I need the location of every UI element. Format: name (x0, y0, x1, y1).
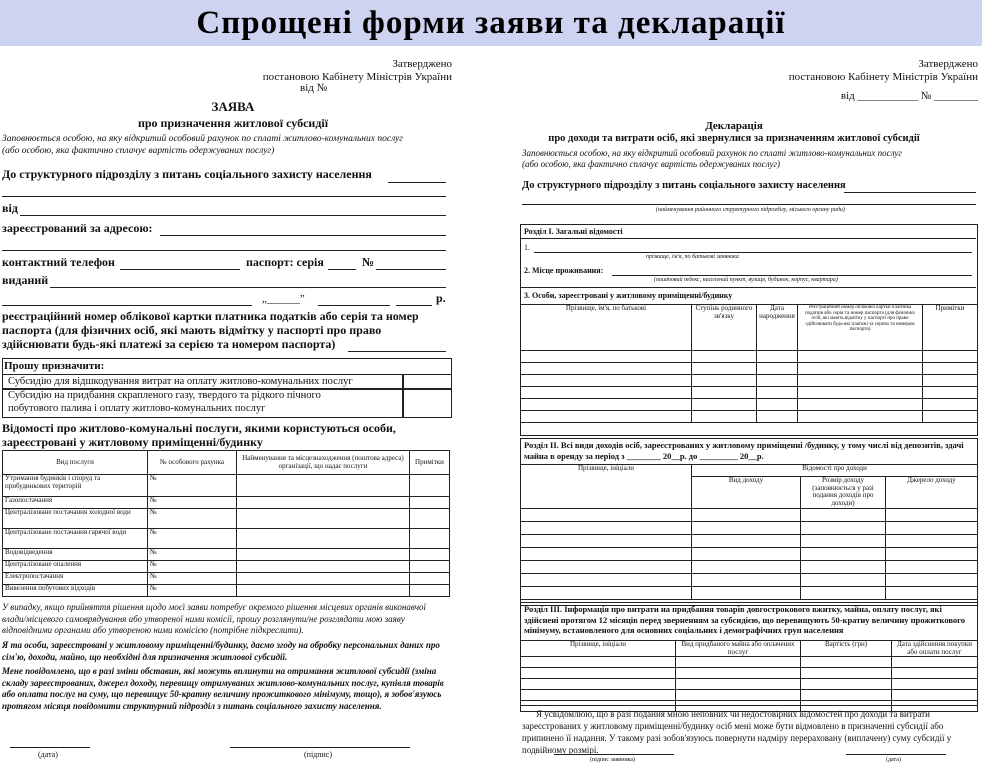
service-account-cell[interactable]: № (148, 561, 237, 573)
passport-series-label: паспорт: серія (246, 255, 324, 269)
service-account-cell[interactable]: № (148, 529, 237, 549)
income-table-cell[interactable] (801, 534, 886, 547)
year-suffix: р. (436, 291, 446, 305)
income-table-cell[interactable] (521, 547, 692, 560)
declaration-title: Декларація (705, 120, 763, 132)
persons-table-cell[interactable] (798, 351, 923, 363)
service-account-cell[interactable]: № (148, 497, 237, 509)
section-1-divider-2 (520, 287, 976, 288)
service-type-cell: Централізоване опалення (3, 561, 148, 573)
persons-table-cell[interactable] (521, 363, 692, 375)
department-hint: (найменування районного структурного підрозділу, міського органу ради) (656, 207, 845, 213)
service-notes-cell[interactable] (410, 573, 450, 585)
request-label: Прошу призначити: (4, 360, 105, 372)
option-2-label-a: Субсидію на придбання скрапленого газу, твердого та рідкого пічного (8, 390, 321, 401)
services-info-1: Відомості про житлово-комунальні послуги, якими користуються особи, (2, 421, 396, 435)
service-notes-cell[interactable] (410, 529, 450, 549)
expense-table-row (521, 657, 978, 668)
issuer-field[interactable] (2, 305, 252, 306)
issued-field[interactable] (50, 287, 446, 288)
slide-title: Спрощені форми заяви та декларації (196, 4, 786, 41)
persons-table-cell[interactable] (692, 411, 757, 423)
address-field[interactable] (160, 235, 446, 236)
declaration-statement: Я усвідомлюю, що в разі подання мною неповних чи недостовірних відомостей про доходи та витрати зареєстрованих у житловому приміщенні/будинку осіб мені може бути відмовлено в призначенні субсидії або припинено її надання. У такому разі зобов'язуюсь повернути надміру перераховану (виплачену) суму субсидії у подвійному розмірі. (522, 709, 952, 756)
income-table-row (521, 547, 978, 560)
persons-col-relation: Ступінь родинного зв'язку (692, 305, 757, 351)
service-account-cell[interactable]: № (148, 475, 237, 497)
persons-table-cell[interactable] (798, 411, 923, 423)
income-table-cell[interactable] (886, 508, 978, 521)
income-table-cell[interactable] (692, 521, 801, 534)
issue-day-field[interactable]: „______” (262, 293, 305, 305)
income-table-row (521, 508, 978, 521)
income-table-cell[interactable] (886, 573, 978, 586)
service-account-cell[interactable]: № (148, 549, 237, 561)
income-table-cell[interactable] (521, 534, 692, 547)
date-number-label: від № (300, 82, 328, 94)
filler-note-1: Заповнюється особою, на яку відкритий особовий рахунок по сплаті житлово-комунальних послуг (2, 134, 404, 144)
services-table (2, 450, 450, 597)
to-department-label: До структурного підрозділу з питань соціального захисту населення (2, 167, 372, 181)
expense-table-cell[interactable] (676, 690, 801, 701)
service-account-cell[interactable]: № (148, 573, 237, 585)
option-1-label: Субсидію для відшкодування витрат на оплату житлово-комунальних послуг (8, 376, 353, 387)
declaration-date-line[interactable] (846, 754, 946, 755)
persons-table-cell[interactable] (692, 351, 757, 363)
income-table-cell[interactable] (521, 508, 692, 521)
income-col-amount: Розмір доходу (заповнюється у разі подання доходів про доходи) (801, 477, 886, 509)
section-1-item-3: 3. Особи, зареєстровані у житловому приміщенні/будинку (524, 291, 733, 300)
section-2-title: Розділ ІІ. Всі види доходів осіб, зареєстрованих у житловому приміщенні /будинку, у тому числі від депозитів, здачі майна в оренду за період з ________ 20__р. до _________ 20__р. (524, 440, 964, 461)
service-provider-cell[interactable] (237, 549, 410, 561)
expense-col-name: Прізвище, ініціали (521, 641, 676, 657)
persons-table-cell[interactable] (757, 399, 798, 411)
section-1-divider (520, 238, 976, 239)
applicant-name-hint: прізвище, ім'я, по батькові заявника (646, 254, 739, 260)
form-title: ЗАЯВА (211, 99, 255, 114)
persons-table-cell[interactable] (692, 399, 757, 411)
persons-table-cell[interactable] (692, 363, 757, 375)
service-type-cell: Електропостачання (3, 573, 148, 585)
department-field-r2[interactable] (522, 204, 976, 205)
declaration-date-label: (дата) (886, 757, 901, 763)
service-notes-cell[interactable] (410, 497, 450, 509)
income-table-cell[interactable] (692, 573, 801, 586)
income-table-cell[interactable] (692, 534, 801, 547)
department-field-r[interactable] (844, 192, 976, 193)
section-1-item-1: 1. (524, 243, 530, 252)
service-provider-cell[interactable] (237, 497, 410, 509)
passport-number-field[interactable] (376, 269, 446, 270)
residence-hint: (поштовий індекс, населений пункт, вулиця, будинок, корпус, квартира) (654, 277, 838, 283)
persons-table-cell[interactable] (692, 387, 757, 399)
to-department-label-r: До структурного підрозділу з питань соціального захисту населення (522, 180, 846, 191)
persons-table-cell[interactable] (923, 363, 978, 375)
persons-table-row (521, 399, 978, 411)
persons-table-row (521, 351, 978, 363)
consent-paragraph-1: У випадку, якщо прийняття рішення щодо моєї заяви потребує окремого рішення місцевих органів виконавчої влади/місцевого самоврядування або утвореної ними комісії, прошу розглянути/не розглядати мою заяву відповідними органами або утвореною ними комісією (потрібне підкреслити). (2, 602, 427, 636)
service-provider-cell[interactable] (237, 585, 410, 597)
persons-table-cell[interactable] (521, 387, 692, 399)
income-table-cell[interactable] (692, 586, 801, 599)
expense-table-cell[interactable] (521, 668, 676, 679)
income-table-cell[interactable] (886, 586, 978, 599)
persons-table-cell[interactable] (923, 399, 978, 411)
section-3-title: Розділ ІІІ. Інформація про витрати на придбання товарів довгострокового вжитку, майна, оплату послуг, які здійснені протягом 12 місяців перед зверненням за субсидією, що перевищують 50-кратну величину прожиткового мінімуму, встановленого для основних соціальних і демографічних груп населення (524, 604, 966, 636)
passport-number-label: № (362, 255, 375, 269)
service-provider-cell[interactable] (237, 529, 410, 549)
expense-table-cell[interactable] (676, 668, 801, 679)
persons-table-cell[interactable] (757, 351, 798, 363)
persons-table-cell[interactable] (923, 375, 978, 387)
services-row (3, 549, 450, 561)
expense-col-date: Дата здійснення покупки або оплати послуг (892, 641, 978, 657)
income-table-cell[interactable] (692, 547, 801, 560)
expense-table-cell[interactable] (676, 679, 801, 690)
persons-table-row (521, 387, 978, 399)
income-table-cell[interactable] (801, 547, 886, 560)
approved-label: Затверджено (392, 58, 452, 70)
expense-table-cell[interactable] (801, 690, 892, 701)
slide-title-bar (0, 0, 982, 46)
service-type-cell: Газопостачання (3, 497, 148, 509)
service-type-cell: Вивезення побутових відходів (3, 585, 148, 597)
form-subtitle: про призначення житлової субсидії (137, 116, 329, 130)
income-table-cell[interactable] (521, 586, 692, 599)
income-table-cell[interactable] (886, 547, 978, 560)
persons-table-cell[interactable] (798, 399, 923, 411)
expense-table-cell[interactable] (801, 679, 892, 690)
section-1-item-2: 2. Місце проживання: (524, 266, 604, 275)
tax-number-text-2: паспорта (для фізичних осіб, які мають відмітку у паспорті про право (2, 323, 382, 337)
persons-table-cell[interactable] (798, 387, 923, 399)
section-1-title: Розділ І. Загальні відомості (524, 227, 623, 236)
service-type-cell: Централізоване постачання гарячої води (3, 529, 148, 549)
expense-table-cell[interactable] (892, 668, 978, 679)
issued-label: виданий (2, 273, 49, 287)
persons-table-cell[interactable] (521, 375, 692, 387)
income-table-cell[interactable] (521, 573, 692, 586)
expense-table-cell[interactable] (521, 657, 676, 668)
from-label: від (2, 201, 18, 215)
expense-table (520, 640, 978, 712)
persons-table-cell[interactable] (757, 375, 798, 387)
persons-table (520, 304, 978, 423)
expense-table-cell[interactable] (892, 690, 978, 701)
service-account-cell[interactable]: № (148, 585, 237, 597)
service-type-cell: Водовідведення (3, 549, 148, 561)
income-table-row (521, 521, 978, 534)
phone-field[interactable] (120, 269, 240, 270)
expense-col-cost: Вартість (грн) (801, 641, 892, 657)
resolution-label-r: постановою Кабінету Міністрів України (788, 71, 978, 83)
services-row (3, 561, 450, 573)
expense-table-cell[interactable] (521, 679, 676, 690)
service-notes-cell[interactable] (410, 561, 450, 573)
declaration-form-page (486, 50, 982, 768)
expense-table-cell[interactable] (676, 657, 801, 668)
persons-table-cell[interactable] (798, 363, 923, 375)
income-table (520, 464, 978, 600)
income-table-row (521, 560, 978, 573)
date-signature-label: (дата) (38, 750, 58, 759)
applicant-signature-label: (підпис заявника) (590, 757, 636, 763)
income-table-cell[interactable] (801, 573, 886, 586)
application-form-page (0, 50, 466, 768)
option-2-label-b: побутового палива і оплату житлово-комунальних послуг (8, 403, 266, 414)
expense-col-item: Вид придбаного майна або оплачених послуг (676, 641, 801, 657)
residence-field[interactable] (612, 275, 972, 276)
expense-table-cell[interactable] (801, 668, 892, 679)
expense-table-cell[interactable] (521, 690, 676, 701)
tax-number-field[interactable] (348, 351, 446, 352)
persons-table-cell[interactable] (923, 387, 978, 399)
persons-table-cell[interactable] (521, 399, 692, 411)
filler-note-1-r: Заповнюється особою, на яку відкритий особовий рахунок по сплаті житлово-комунальних послуг (522, 148, 902, 158)
option-2-checkbox[interactable] (402, 388, 452, 418)
registered-address-label: зареєстрований за адресою: (2, 221, 153, 235)
persons-table-row (521, 375, 978, 387)
service-notes-cell[interactable] (410, 509, 450, 529)
consent-paragraph-3: Мене повідомлено, що в разі зміни обставин, які можуть вплинути на отримання житлової субсидії (зміна складу зареєстрованих, джерел доходу, перевищу отримуваних житлово-комунальних послуг, купівля товарів або оплата послуг на суму, що перевищує 50-кратну величину прожиткового мінімуму, тощо), я зобов'язуюсь протягом місяця повідомити структурний підрозділ з питань соціального захисту населення. (2, 666, 444, 712)
services-row (3, 509, 450, 529)
income-table-cell[interactable] (886, 534, 978, 547)
declaration-subtitle: про доходи та витрати осіб, які звернулися за призначенням житлової субсидії (548, 133, 920, 144)
issue-year-field[interactable] (396, 305, 432, 306)
tax-number-text-1: реєстраційний номер облікової картки платника податків або серія та номер (2, 309, 419, 323)
persons-table-cell[interactable] (757, 411, 798, 423)
income-table-cell[interactable] (801, 586, 886, 599)
services-col-provider: Найменування та місцезнаходження (поштова адреса) організації, що надає послуги (237, 451, 410, 475)
income-table-cell[interactable] (521, 560, 692, 573)
signature-label: (підпис) (304, 750, 333, 759)
income-table-cell[interactable] (692, 508, 801, 521)
income-table-row (521, 586, 978, 599)
income-table-cell[interactable] (801, 521, 886, 534)
services-info-2: зареєстровані у житловому приміщенні/будинку (2, 435, 263, 449)
date-signature-line[interactable] (10, 747, 90, 748)
address-field-2[interactable] (2, 250, 446, 251)
income-table-cell[interactable] (801, 508, 886, 521)
persons-col-birthdate: Дата народження (757, 305, 798, 351)
persons-table-cell[interactable] (798, 375, 923, 387)
filler-note-2: (або особою, яка фактично сплачує вартість одержуваних послуг) (2, 146, 275, 156)
expense-table-row (521, 668, 978, 679)
service-account-cell[interactable]: № (148, 509, 237, 529)
issue-month-field[interactable] (318, 305, 390, 306)
service-provider-cell[interactable] (237, 573, 410, 585)
tax-number-text-3: здійснювати будь-які платежі за серією та номером паспорта) (2, 337, 336, 351)
service-provider-cell[interactable] (237, 475, 410, 497)
persons-table-cell[interactable] (692, 375, 757, 387)
expense-table-cell[interactable] (801, 657, 892, 668)
persons-col-tax-number: Реєстраційний номер облікової картки платника податків або серія та номер паспорта (для фізичних осіб, які мають відмітку у паспорті про право здійснювати будь-які платежі за серією та номером паспорта) (798, 305, 923, 351)
services-col-account: № особового рахунка (148, 451, 237, 475)
persons-table-row (521, 363, 978, 375)
date-number-label-r: від ___________ № ________ (840, 90, 978, 102)
department-field[interactable] (388, 182, 446, 183)
service-provider-cell[interactable] (237, 561, 410, 573)
income-table-row (521, 573, 978, 586)
department-field-2[interactable] (2, 196, 446, 197)
applicant-name-field[interactable] (20, 215, 446, 216)
persons-table-cell[interactable] (923, 351, 978, 363)
expense-table-cell[interactable] (892, 679, 978, 690)
service-type-cell: Централізоване постачання холодної води (3, 509, 148, 529)
expense-table-cell[interactable] (892, 657, 978, 668)
income-col-name: Прізвище, ініціали (521, 465, 692, 509)
income-col-source: Джерело доходу (886, 477, 978, 509)
persons-table-cell[interactable] (521, 351, 692, 363)
service-notes-cell[interactable] (410, 585, 450, 597)
applicant-signature-line[interactable] (554, 754, 674, 755)
services-row (3, 475, 450, 497)
persons-table-cell[interactable] (757, 363, 798, 375)
services-row (3, 585, 450, 597)
services-col-type: Вид послуги (3, 451, 148, 475)
page-gap (466, 50, 486, 768)
income-col-group: Відомості про доходи (692, 465, 978, 477)
income-table-cell[interactable] (886, 521, 978, 534)
services-row (3, 529, 450, 549)
services-row (3, 497, 450, 509)
expense-table-row (521, 690, 978, 701)
persons-table-row (521, 411, 978, 423)
applicant-full-name-field[interactable] (534, 252, 972, 253)
income-table-cell[interactable] (692, 560, 801, 573)
filler-note-2-r: (або особою, яка фактично сплачує вартість одержуваних послуг) (522, 159, 780, 169)
consent-paragraph-2: Я та особи, зареєстровані у житловому приміщенні/будинку, даємо згоду на обробку персональних даних про сім'ю, доходи, майно, що необхідні для призначення житлової субсидії. (2, 640, 440, 662)
service-notes-cell[interactable] (410, 549, 450, 561)
income-table-cell[interactable] (886, 560, 978, 573)
passport-series-field[interactable] (328, 269, 356, 270)
income-table-row (521, 534, 978, 547)
signature-line[interactable] (230, 747, 410, 748)
persons-table-cell[interactable] (923, 411, 978, 423)
approved-label-r: Затверджено (918, 58, 978, 70)
income-table-cell[interactable] (521, 521, 692, 534)
service-type-cell: Утримання будинків і споруд та прибудинкових територій (3, 475, 148, 497)
services-row (3, 573, 450, 585)
persons-table-cell[interactable] (521, 411, 692, 423)
persons-col-name: Прізвище, ім'я, по батькові (521, 305, 692, 351)
income-col-type: Вид доходу (692, 477, 801, 509)
income-table-cell[interactable] (801, 560, 886, 573)
phone-label: контактний телефон (2, 255, 115, 269)
services-col-notes: Примітки (410, 451, 450, 475)
persons-table-cell[interactable] (757, 387, 798, 399)
service-provider-cell[interactable] (237, 509, 410, 529)
persons-col-notes: Примітки (923, 305, 978, 351)
expense-table-row (521, 679, 978, 690)
service-notes-cell[interactable] (410, 475, 450, 497)
resolution-label: постановою Кабінету Міністрів України (262, 71, 452, 83)
